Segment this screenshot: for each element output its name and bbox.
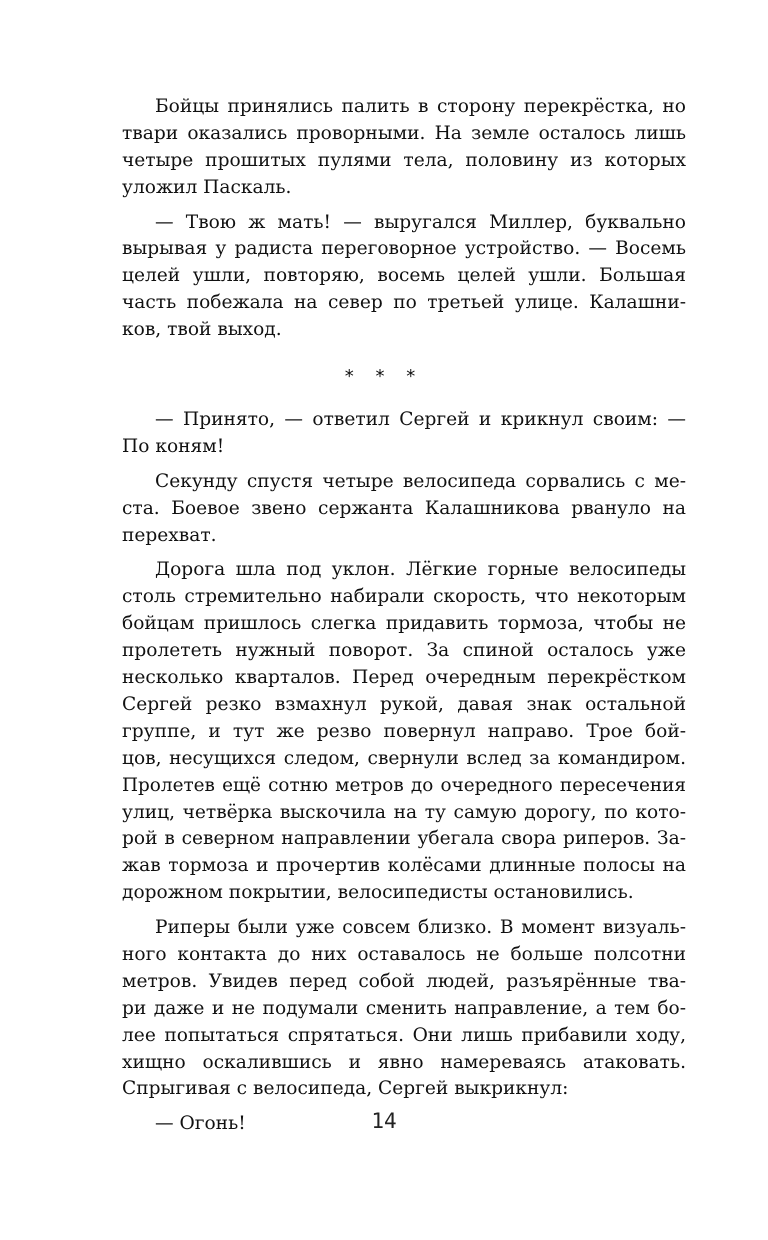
text-line: уложил Паскаль. [122,176,292,198]
paragraph [122,210,686,344]
text-line: рой в северном направлении убегала свора риперов. За- [122,828,686,850]
text-line: несколько кварталов. Перед очередным перекрёстком [122,667,686,689]
text-line: По коням! [122,435,225,457]
text-line: цов, несущихся следом, свернули вслед за командиром. [122,747,686,769]
text-line: — Твою ж мать! — выругался Миллер, буквально [155,211,686,233]
text-line: твари оказались проворными. На земле осталось лишь [122,122,686,144]
paragraph [122,469,686,550]
text-line: четыре прошитых пулями тела, половину из которых [122,149,686,171]
text-line: Бойцы принялись палить в сторону перекрёстка, но [155,96,686,117]
text-line: — Огонь! [155,1113,246,1135]
text-line: хищно оскалившись и явно намереваясь атаковать. [122,1051,686,1073]
text-block-before-separator [122,94,686,344]
text-line: ного контакта до них оставалось не больше полсотни [122,943,686,965]
paragraph [122,407,686,461]
text-line: ков, твой выход. [122,319,282,341]
text-line: жав тормоза и прочертив колёсами длинные полосы на [122,855,686,877]
text-line: столь стремительно набирали скорость, что некоторым [122,586,686,608]
text-line: Дорога шла под уклон. Лёгкие горные велосипеды [155,559,686,581]
book-page [122,94,686,352]
text-line: дорожном покрытии, велосипедисты остановились. [122,882,634,904]
text-line: метров. Увидев перед собой людей, разъярённые тва- [122,970,686,992]
text-line: Сергей резко взмахнул рукой, давая знак остальной [122,693,686,715]
text-line: Спрыгивая с велосипеда, Сергей выкрикнул: [122,1078,569,1100]
text-line: улиц, четвёрка выскочила на ту самую дорогу, по кото- [122,801,686,823]
text-line: Секунду спустя четыре велосипеда сорвались с ме- [155,470,686,492]
text-line: ри даже и не подумали сменить направление, а тем бо- [122,997,686,1019]
text-line: ста. Боевое звено сержанта Калашникова рвануло на [122,497,686,519]
text-line: — Принято, — ответил Сергей и крикнул своим: — [155,409,686,430]
text-line: бойцам пришлось слегка придавить тормоза, чтобы не [122,613,686,635]
paragraph [122,915,686,1103]
separator-text: * * * [344,366,424,387]
text-line: вырывая у радиста переговорное устройство. — Восемь [122,238,686,260]
text-line: часть побежала на север по третьей улице. Калашни- [122,292,686,314]
paragraph [122,94,686,202]
text-line: лее попытаться спрятаться. Они лишь прибавили ходу, [122,1024,686,1046]
text-line: целей ушли, повторяю, восемь целей ушли. Большая [122,265,686,287]
page-number: 14 [371,1109,397,1133]
text-line: Риперы были уже совсем близко. В момент визуаль- [155,917,686,939]
section-separator [0,366,768,387]
text-line: Пролетев ещё сотню метров до очередного пересечения [122,774,686,796]
text-line: перехват. [122,524,217,546]
text-line: пролететь нужный поворот. За спиной осталось уже [122,640,686,662]
text-block-after-separator [122,407,686,1146]
paragraph [122,557,686,907]
text-line: группе, и тут же резво повернул направо. Трое бой- [122,720,686,742]
